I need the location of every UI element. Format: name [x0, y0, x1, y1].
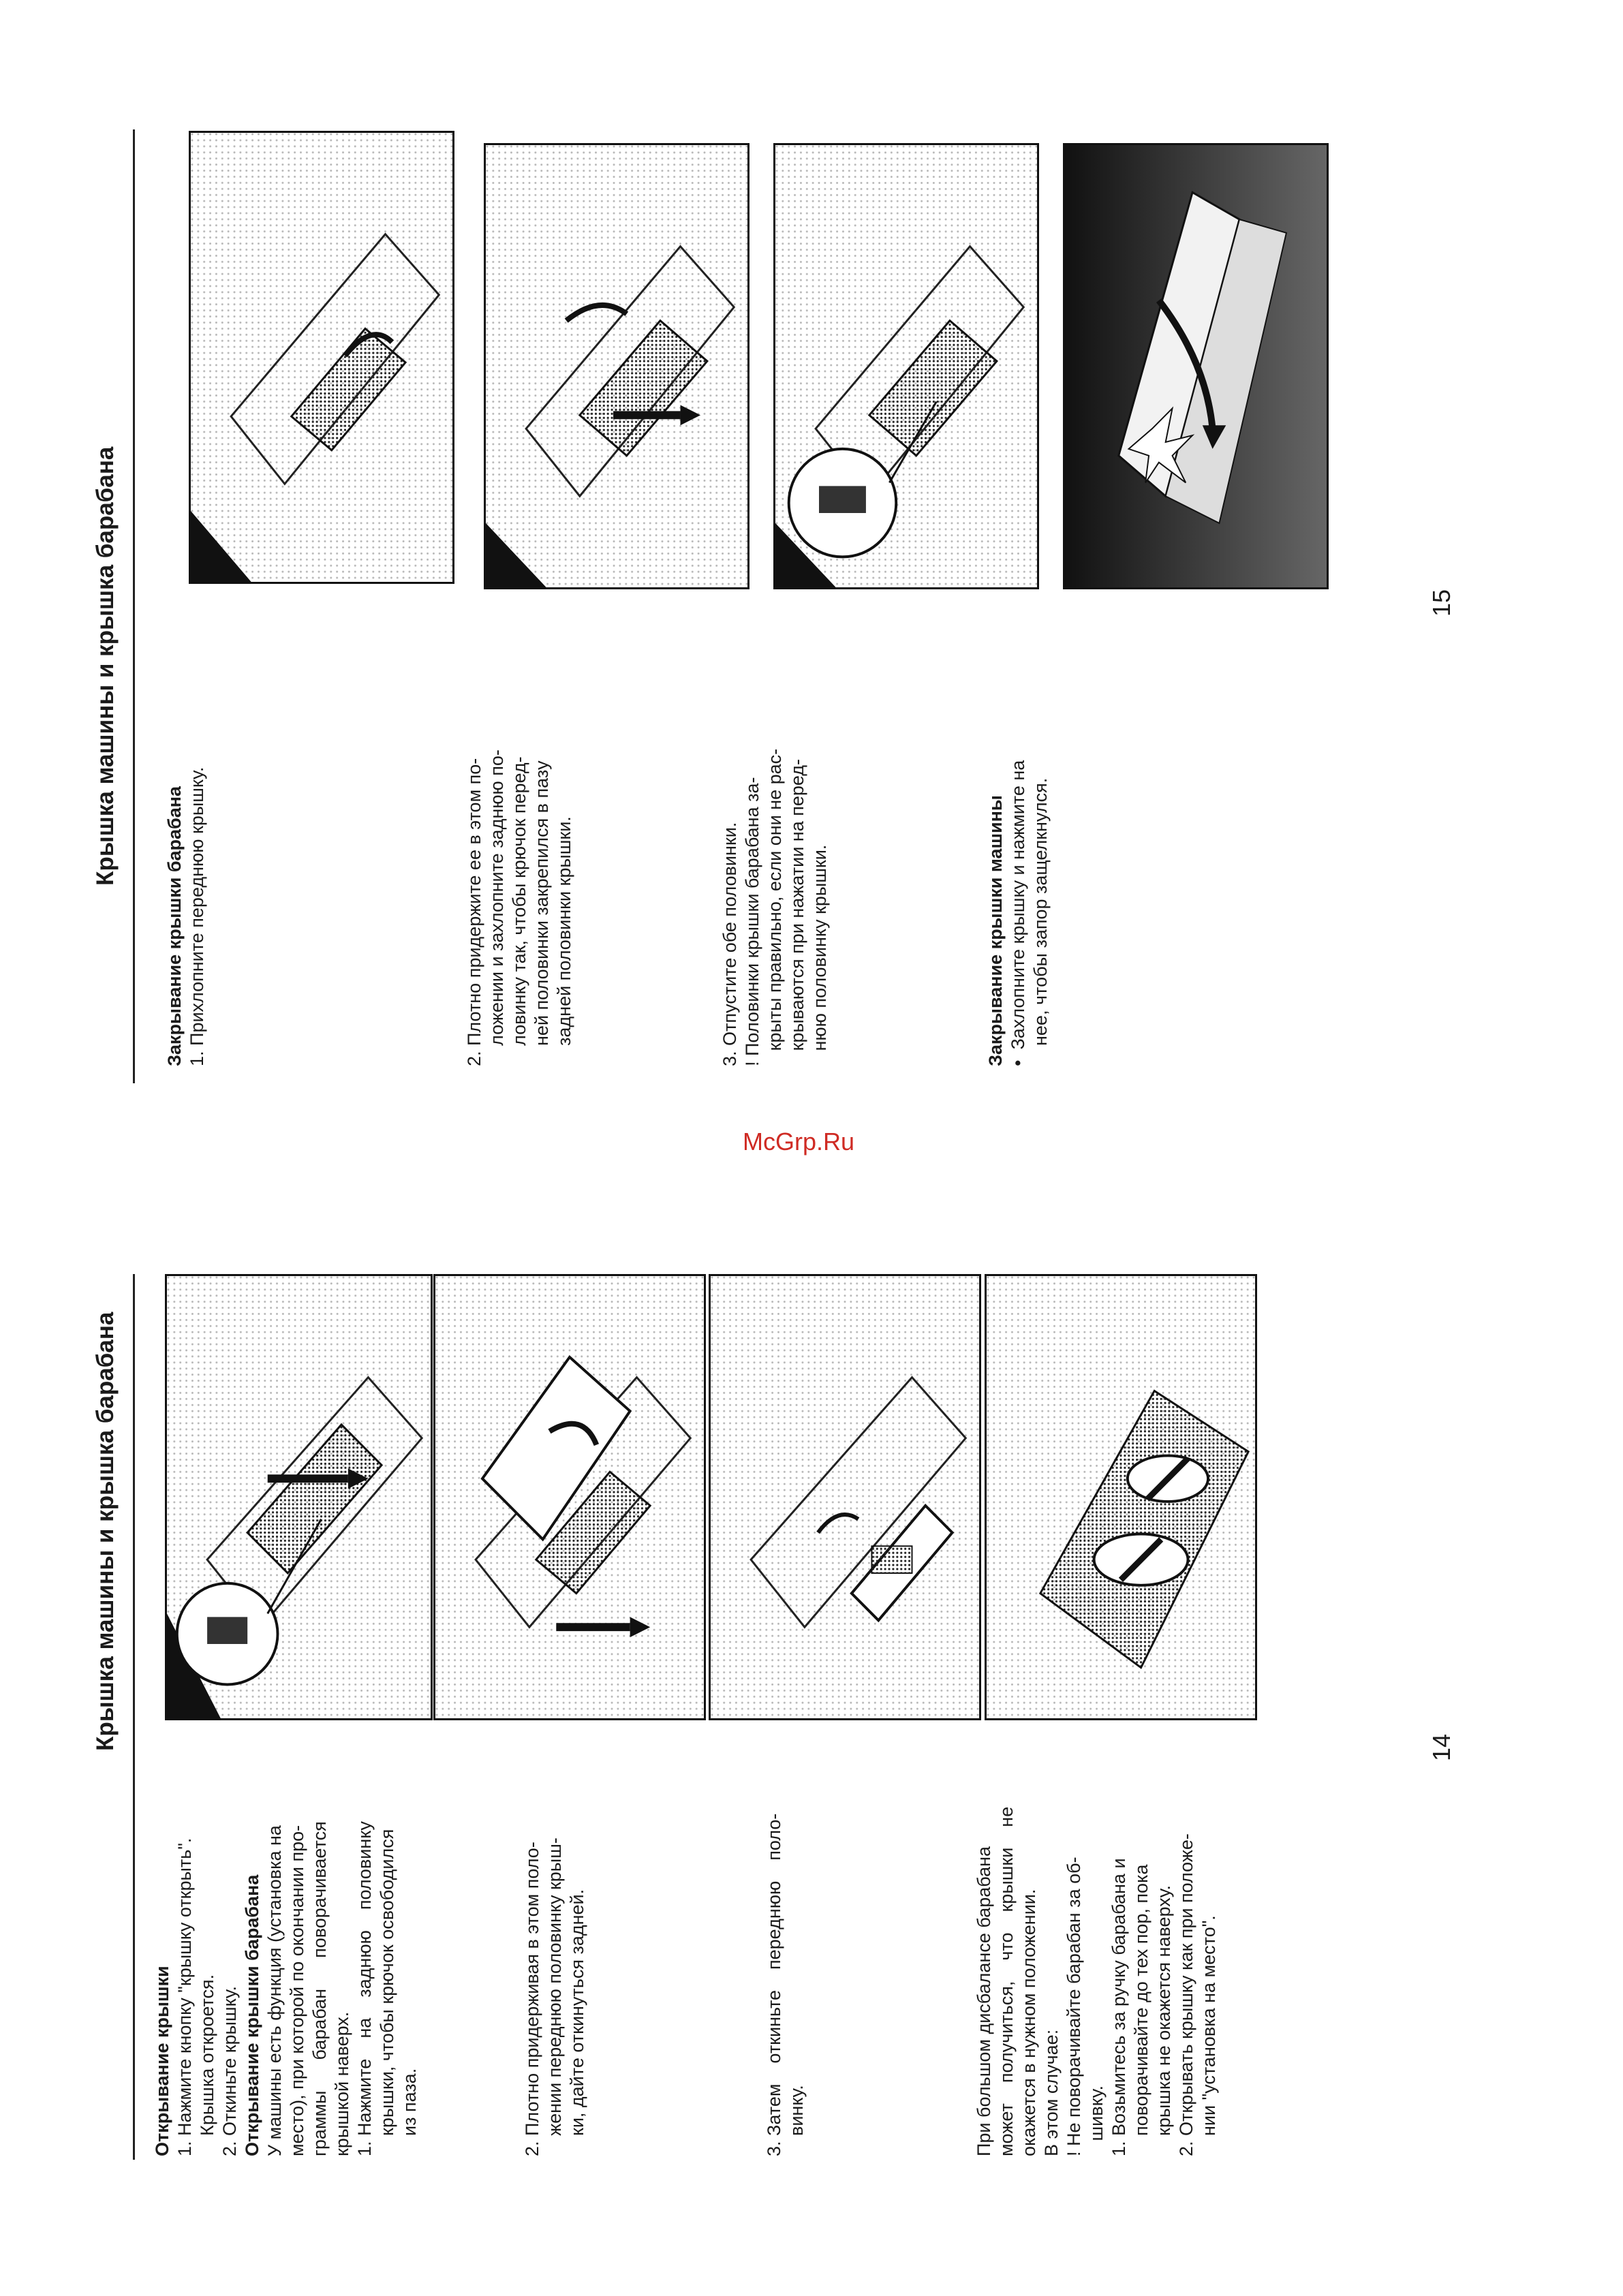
text-line: ней половинки закрепился в пазу — [531, 760, 552, 1066]
text-line: 1. Прихлопните переднюю крышку. — [187, 766, 207, 1066]
text-line: 1. Нажмите на заднюю половинку — [354, 1821, 375, 2156]
text-line: 1. Нажмите кнопку "крышку открыть". — [174, 1837, 195, 2156]
text-line: В этом случае: — [1041, 2029, 1062, 2156]
text-line: шивку. — [1086, 2085, 1107, 2156]
text-line: 1. Возьмитесь за ручку барабана и — [1109, 1858, 1129, 2156]
text-line: крываются при нажатии на перед- — [787, 758, 807, 1066]
heading-close-drum-lid: Закрывание крышки барабана — [164, 786, 185, 1066]
text-line: крышка не окажется наверху. — [1154, 1884, 1174, 2156]
heading-open-drum-lid: Открывание крышки барабана — [242, 1874, 262, 2156]
text-line: ! Не поворачивайте барабан за об- — [1064, 1857, 1084, 2156]
text-line: крышкой наверх. — [332, 2011, 352, 2156]
watermark: McGrp.Ru — [743, 1128, 855, 1155]
text-line: место), при которой по окончании про- — [287, 1825, 307, 2156]
text-line: нии "установка на место". — [1199, 1915, 1219, 2156]
text-line: поворачивайте до тех пор, пока — [1131, 1864, 1151, 2156]
text-line: ловинку так, чтобы крючок перед- — [509, 756, 529, 1066]
text-line: 2. Откиньте крышку. — [219, 1985, 240, 2156]
drum-lid-front-half-diagram — [709, 1274, 981, 1720]
text-line: жении переднюю половинку крыш- — [544, 1837, 565, 2156]
page15-title: Крышка машины и крышка барабана — [92, 446, 119, 886]
heading-close-machine-lid: Закрывание крышки машины — [985, 795, 1006, 1066]
text-line: ки, дайте откинуться задней. — [567, 1889, 587, 2156]
page14-title-rule — [133, 1274, 135, 2160]
release-lid-halves-diagram — [773, 143, 1039, 589]
text-line: задней половинки крышки. — [554, 816, 574, 1066]
text-line: окажется в нужном положении. — [1019, 1889, 1039, 2156]
text-line: может получиться, что крышки не — [996, 1806, 1017, 2156]
text-line: из паза. — [399, 2068, 420, 2156]
text-line: 2. Плотно придерживая в этом поло- — [522, 1842, 542, 2156]
text-line: 3. Затем откиньте переднюю поло- — [764, 1813, 784, 2156]
text-line: У машины есть функция (установка на — [264, 1825, 285, 2156]
page15-number: 15 — [1427, 589, 1455, 617]
text-line: крышки, чтобы крючок освободился — [377, 1829, 397, 2156]
drum-paddles-diagram — [985, 1274, 1257, 1720]
drum-lid-rear-half-diagram — [433, 1274, 706, 1720]
text-line: крыты правильно, если они не рас- — [764, 748, 785, 1066]
text-line: нее, чтобы запор защелкнулся. — [1030, 777, 1051, 1066]
heading-open-lid: Открывание крышки — [152, 1966, 172, 2156]
text-line: Крышка откроется. — [197, 1974, 217, 2156]
page14-number: 14 — [1427, 1733, 1455, 1761]
close-front-lid-diagram — [189, 131, 454, 584]
text-line: 2. Открывать крышку как при положе- — [1176, 1833, 1196, 2156]
text-line: ложении и захлопните заднюю по- — [486, 749, 507, 1066]
close-rear-lid-diagram — [484, 143, 749, 589]
drum-lid-release-diagram — [165, 1274, 433, 1720]
text-line: граммы барабан поворачивается — [309, 1821, 330, 2156]
page15-title-rule — [133, 129, 135, 1083]
text-line: 2. Плотно придержите ее в этом по- — [464, 758, 484, 1066]
close-machine-lid-diagram — [1063, 143, 1329, 589]
text-line: • Захлопните крышку и нажмите на — [1008, 760, 1028, 1066]
text-line: 3. Отпустите обе половинки. — [720, 822, 740, 1066]
text-line: При большом дисбалансе барабана — [974, 1846, 994, 2156]
text-line: ! Половинки крышки барабана за- — [742, 777, 762, 1066]
text-line: нюю половинку крышки. — [809, 844, 830, 1066]
page14-title: Крышка машины и крышка барабана — [92, 1312, 119, 1751]
text-line: винку. — [786, 2085, 807, 2156]
